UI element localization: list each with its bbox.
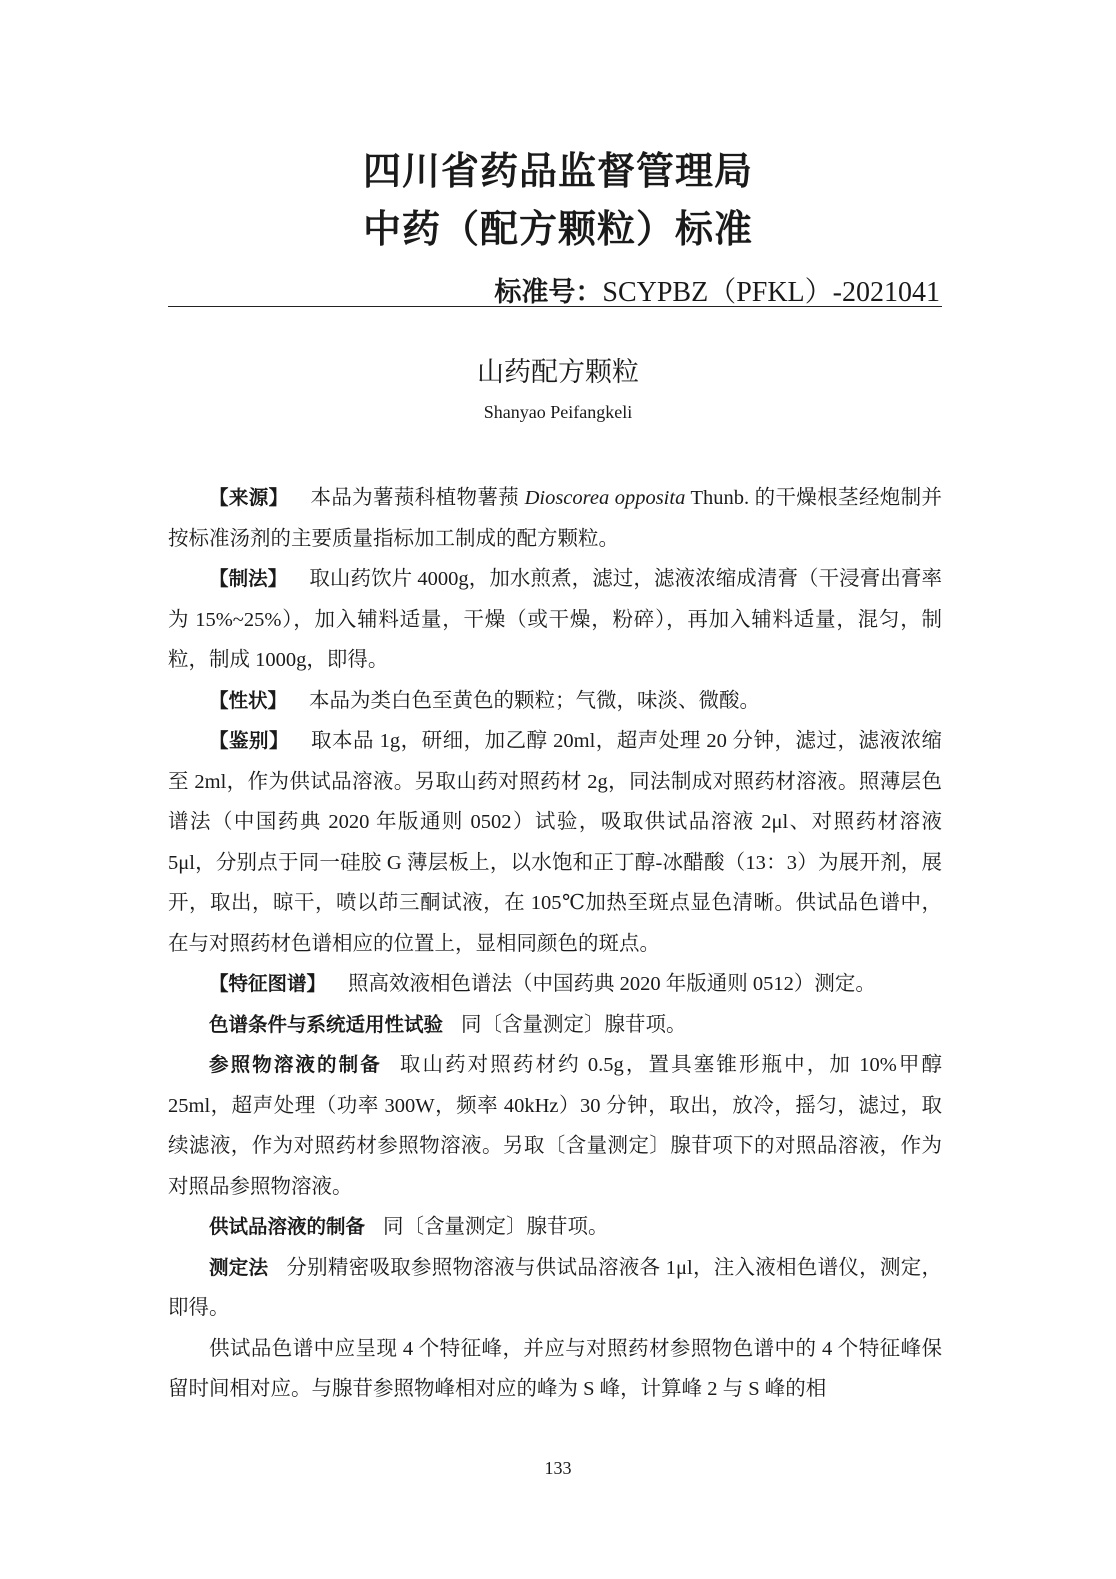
document-title-line-1: 四川省药品监督管理局: [362, 149, 753, 193]
section-source: [168, 478, 942, 559]
page-number: 133: [544, 1458, 572, 1478]
reference-prep-text: 取山药对照药材约 0.5g，置具塞锥形瓶中，加 10%甲醇 25ml，超声处理（功率 300W，频率 40kHz）30 分钟，取出，放冷，摇匀，滤过，取续滤液，作为对照药材参照物溶液。另取〔含量测定〕腺苷项下的对照品溶液，作为对照品参照物溶液。: [168, 1054, 942, 1198]
section-fingerprint: [168, 964, 942, 1005]
subsection-conditions: [168, 1005, 942, 1046]
source-text-b: Thunb. 的干燥根茎经炮制并按标准汤剂的主要质量指标加工制成的配方颗粒。: [168, 487, 942, 550]
character-text: 本品为类白色至黄色的颗粒；气微，味淡、微酸。: [309, 689, 761, 712]
section-heading-method: 【制法】: [209, 567, 288, 590]
fingerprint-text: 照高效液相色谱法（中国药典 2020 年版通则 0512）测定。: [348, 973, 876, 995]
source-latin-name: Dioscorea opposita: [524, 487, 686, 509]
section-heading-identification: 【鉴别】: [209, 729, 289, 752]
section-heading-character: 【性状】: [209, 688, 288, 712]
standard-number-label: 标准号：: [494, 277, 603, 308]
standard-number: [494, 270, 940, 310]
subsection-heading-procedure: 测定法: [209, 1255, 269, 1279]
subsection-reference-prep: [168, 1045, 942, 1207]
standard-number-code: SCYPBZ（PFKL）-2021041: [602, 277, 940, 308]
subsection-procedure: [168, 1248, 942, 1329]
section-identification: [168, 721, 942, 964]
product-name-pinyin: Shanyao Peifangkeli: [483, 402, 633, 422]
result-paragraph: [168, 1329, 942, 1410]
conditions-text: 同〔含量测定〕腺苷项。: [461, 1013, 687, 1036]
document-body: [168, 478, 942, 1410]
method-text: 取山药饮片 4000g，加水煎煮，滤过，滤液浓缩成清膏（干浸膏出膏率为 15%~25%），加入辅料适量，干燥（或干燥，粉碎），再加入辅料适量，混匀，制粒，制成 1000g，即得。: [168, 568, 942, 671]
document-title-line-2: 中药（配方颗粒）标准: [362, 207, 753, 251]
sample-prep-text: 同〔含量测定〕腺苷项。: [383, 1216, 609, 1238]
subsection-heading-sample-prep: 供试品溶液的制备: [209, 1215, 366, 1238]
product-name-cn: 山药配方颗粒: [477, 357, 639, 388]
section-heading-fingerprint: 【特征图谱】: [209, 972, 327, 995]
section-heading-source: 【来源】: [209, 486, 289, 509]
source-text-a: 本品为薯蓣科植物薯蓣: [310, 487, 525, 509]
identification-text: 取本品 1g，研细，加乙醇 20ml，超声处理 20 分钟，滤过，滤液浓缩至 2ml，作为供试品溶液。另取山药对照药材 2g，同法制成对照药材溶液。照薄层色谱法（中国药典 2020 年版通则 0502）试验，吸取供试品溶液 2μl、对照药材溶液 5μl，分别点于同一硅胶 G 薄层板上，以水饱和正丁醇-冰醋酸（13：3）为展开剂，展开，取出，晾干，喷以茚三酮试液，在 105℃加热至斑点显色清晰。供试品色谱中，在与对照药材色谱相应的位置上，显相同颜色的斑点。: [168, 730, 942, 955]
result-text: 供试品色谱中应呈现 4 个特征峰，并应与对照药材参照物色谱中的 4 个特征峰保留时间相对应。与腺苷参照物峰相对应的峰为 S 峰，计算峰 2 与 S 峰的相: [168, 1337, 942, 1400]
header-divider: [168, 306, 942, 307]
procedure-text: 分别精密吸取参照物溶液与供试品溶液各 1μl，注入液相色谱仪，测定，即得。: [168, 1256, 942, 1319]
section-method: [168, 559, 942, 681]
section-character: [168, 681, 942, 722]
subsection-sample-prep: [168, 1207, 942, 1248]
subsection-heading-reference-prep: 参照物溶液的制备: [209, 1053, 382, 1076]
subsection-heading-conditions: 色谱条件与系统适用性试验: [209, 1012, 444, 1036]
